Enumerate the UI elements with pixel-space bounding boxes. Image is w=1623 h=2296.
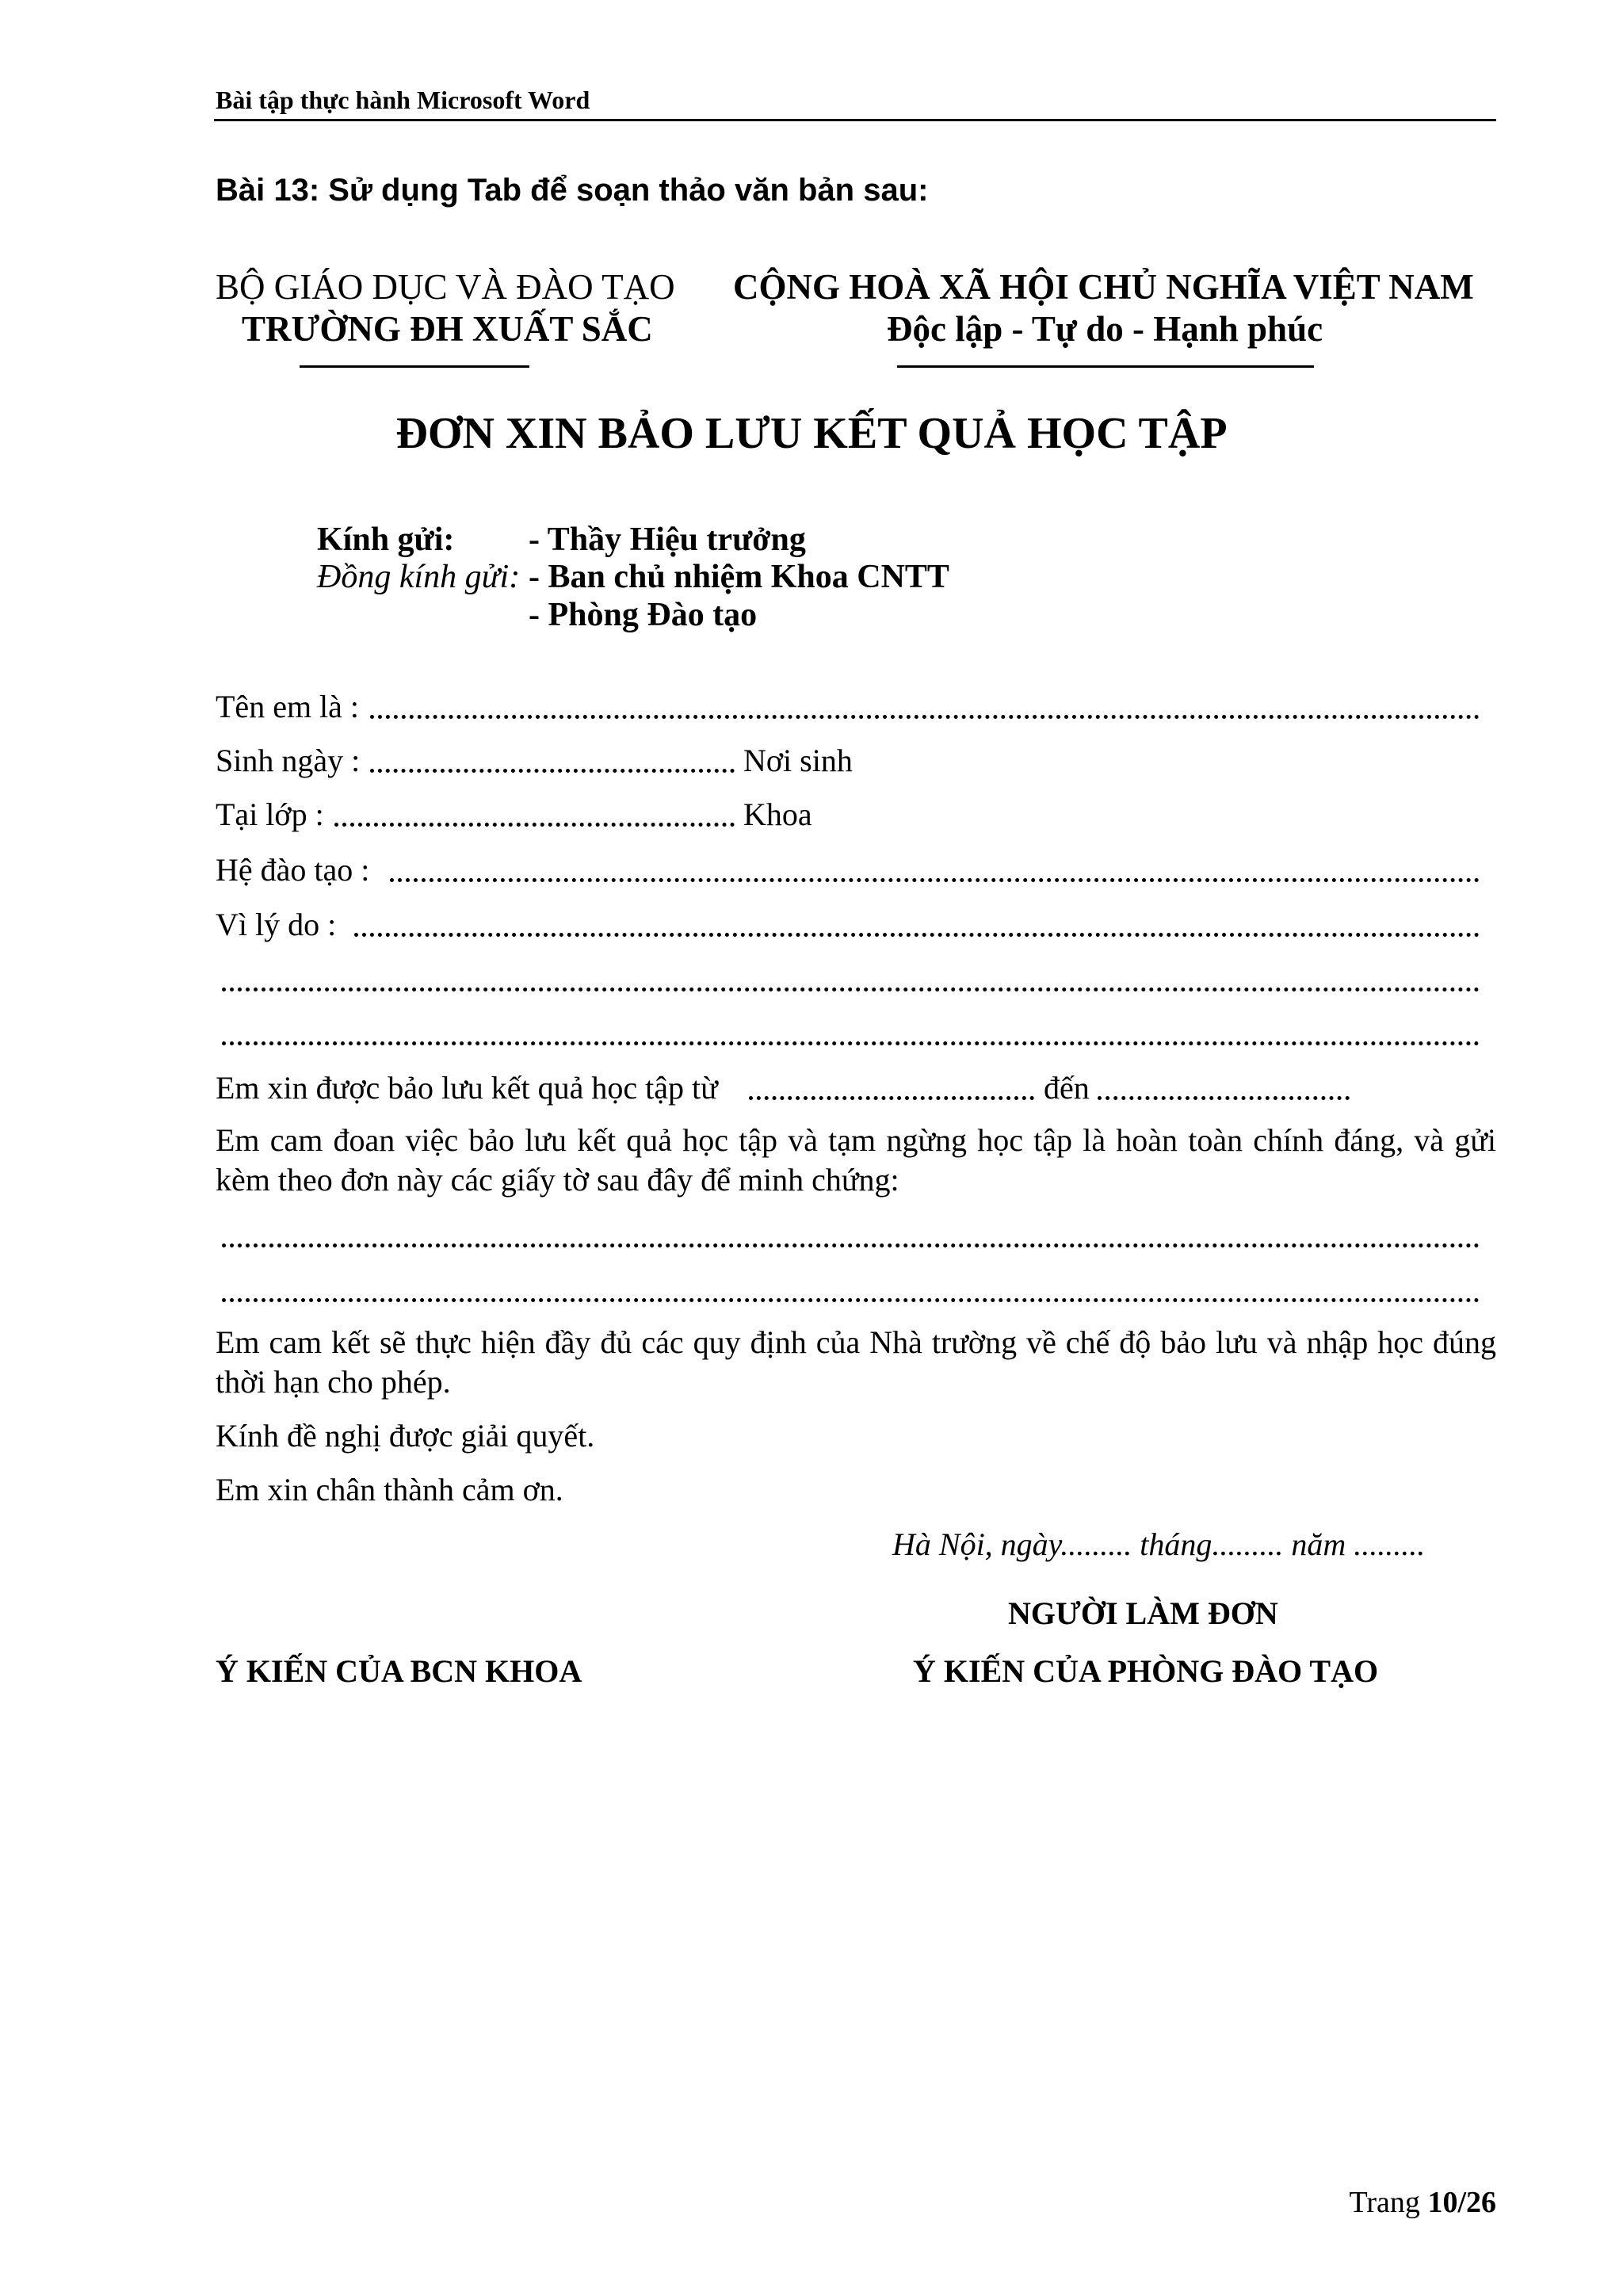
national-motto: Độc lập - Tự do - Hạnh phúc — [887, 309, 1323, 349]
program-label: Hệ đào tạo : — [216, 852, 370, 888]
reason-dotted-line-2[interactable] — [222, 988, 1480, 991]
applicant-label: NGƯỜI LÀM ĐƠN — [1008, 1595, 1278, 1631]
training-office-opinion-label: Ý KIẾN CỦA PHÒNG ĐÀO TẠO — [913, 1653, 1379, 1689]
reason-label: Vì lý do : — [216, 907, 337, 942]
reason-dotted-line[interactable] — [354, 933, 1480, 937]
birthplace-label: Nơi sinh — [743, 743, 853, 778]
reason-dotted-line-3[interactable] — [222, 1041, 1480, 1045]
thanks-line: Em xin chân thành cảm ơn. — [216, 1472, 563, 1507]
school-underline — [300, 365, 529, 368]
documents-row-2 — [216, 1271, 1484, 1311]
page-prefix: Trang — [1349, 2186, 1428, 2219]
name-label: Tên em là : — [216, 689, 360, 724]
to-label: Kính gửi: — [317, 521, 455, 558]
class-field-row — [216, 796, 1484, 835]
header-rule — [214, 119, 1496, 121]
reason-field-row — [216, 906, 1484, 946]
faculty-label: Khoa — [743, 797, 812, 832]
period-from-label: Em xin được bảo lưu kết quả học tập từ — [216, 1070, 718, 1106]
recipient-faculty-board: - Ban chủ nhiệm Khoa CNTT — [529, 559, 949, 595]
ministry-name: BỘ GIÁO DỤC VÀ ĐÀO TẠO — [216, 267, 675, 307]
documents-row-1 — [216, 1217, 1484, 1256]
exercise-title: Bài 13: Sử dụng Tab để soạn thảo văn bản sau: — [216, 173, 929, 208]
document-title: ĐƠN XIN BẢO LƯU KẾT QUẢ HỌC TẬP — [395, 409, 1228, 458]
program-field-row — [216, 851, 1484, 891]
name-field-row — [216, 688, 1484, 728]
dob-dotted-line[interactable] — [370, 769, 735, 773]
school-name: TRƯỜNG ĐH XUẤT SẮC — [242, 309, 653, 349]
date-line: Hà Nội, ngày......... tháng......... năm ......... — [892, 1526, 1426, 1562]
documents-dotted-line-1[interactable] — [222, 1244, 1480, 1247]
program-dotted-line[interactable] — [390, 878, 1480, 882]
running-header: Bài tập thực hành Microsoft Word — [216, 86, 590, 114]
documents-dotted-line-2[interactable] — [222, 1298, 1480, 1302]
recipient-principal: - Thầy Hiệu trưởng — [529, 521, 806, 558]
period-to-dotted-line[interactable] — [1098, 1096, 1350, 1100]
name-dotted-line[interactable] — [370, 715, 1480, 719]
nation-name: CỘNG HOÀ XÃ HỘI CHỦ NGHĨA VIỆT NAM — [733, 267, 1474, 307]
reason-continuation-row-1 — [216, 961, 1484, 1000]
cc-label: Đồng kính gửi: — [317, 559, 521, 595]
commitment-paragraph: Em cam đoan việc bảo lưu kết quả học tập và tạm ngừng học tập là hoàn toàn chính đáng, và gửi kèm theo đơn này các giấy tờ sau đây để minh chứng: — [216, 1122, 1496, 1198]
dob-label: Sinh ngày : — [216, 743, 361, 778]
recipient-training-office: - Phòng Đào tạo — [529, 597, 758, 633]
period-to-label: đến — [1044, 1070, 1090, 1106]
class-dotted-line[interactable] — [334, 823, 735, 827]
reason-continuation-row-2 — [216, 1014, 1484, 1054]
dob-field-row — [216, 742, 1484, 781]
faculty-opinion-label: Ý KIẾN CỦA BCN KHOA — [216, 1653, 582, 1689]
request-line: Kính đề nghị được giải quyết. — [216, 1418, 595, 1454]
period-from-dotted-line[interactable] — [749, 1096, 1034, 1100]
pledge-paragraph: Em cam kết sẽ thực hiện đầy đủ các quy định của Nhà trường về chế độ bảo lưu và nhập học đúng thời hạn cho phép. — [216, 1324, 1496, 1400]
page-number — [1350, 2185, 1496, 2220]
class-label: Tại lớp : — [216, 797, 324, 832]
page-number-value: 10/26 — [1427, 2186, 1496, 2219]
motto-underline — [897, 365, 1314, 368]
period-row — [216, 1069, 1484, 1109]
